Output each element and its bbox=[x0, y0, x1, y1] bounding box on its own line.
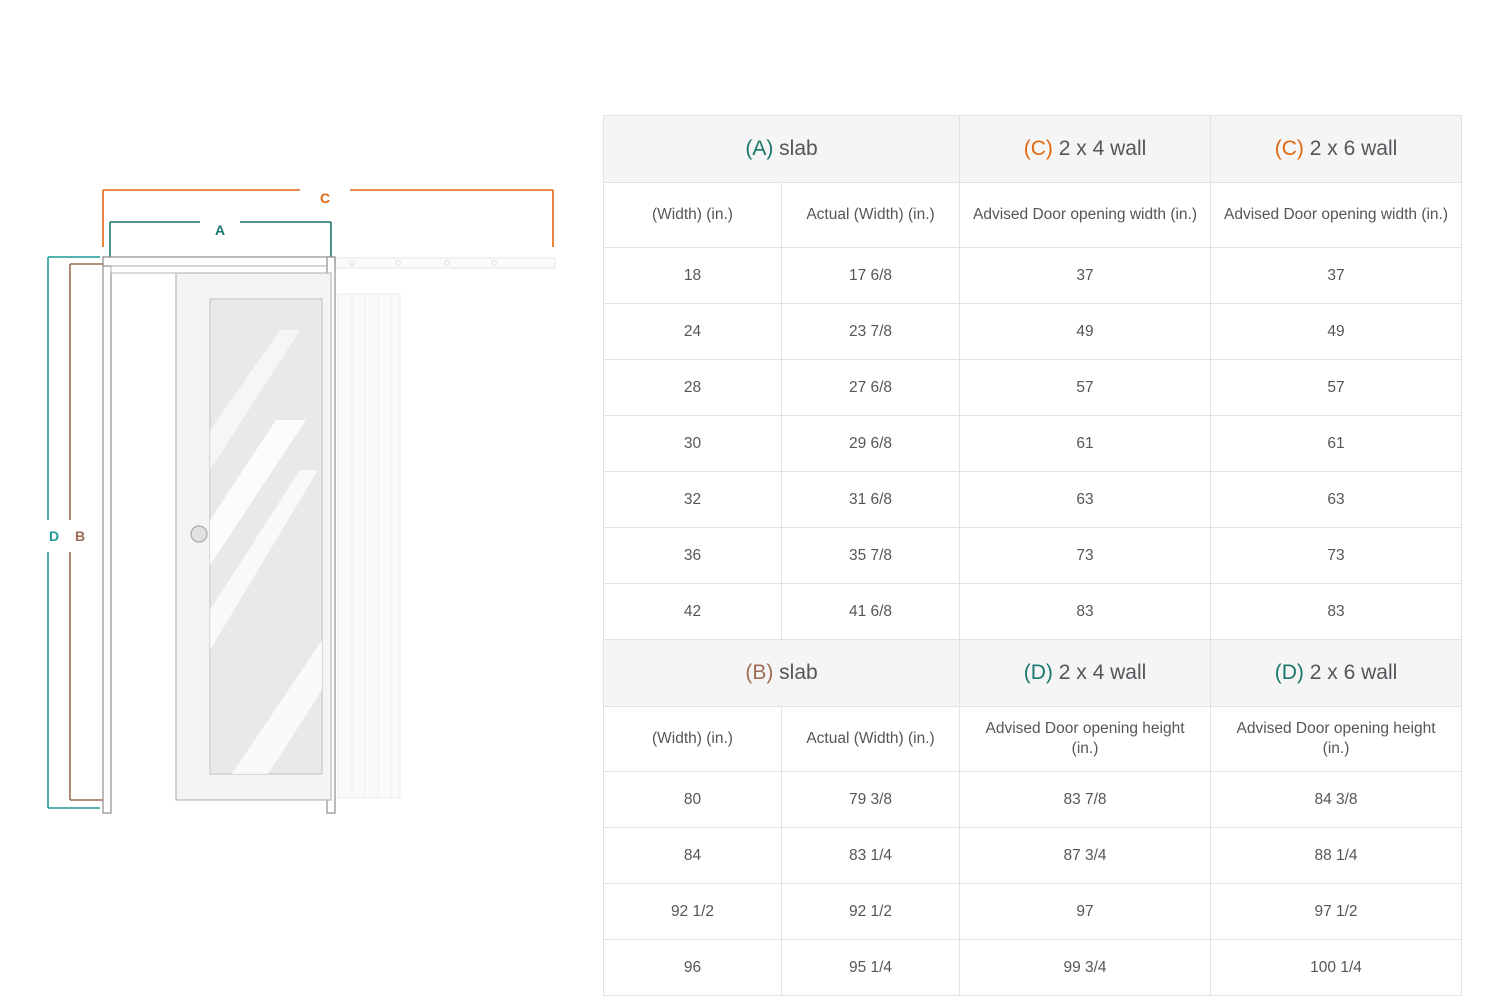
cell-opening-2x6: 83 bbox=[1211, 584, 1462, 640]
group-header-2x6-wall-d-text: 2 x 6 wall bbox=[1303, 661, 1398, 684]
cell-actual-height: 92 1/2 bbox=[782, 884, 960, 940]
cell-opening-height-2x6: 88 1/4 bbox=[1211, 828, 1462, 884]
table-row bbox=[604, 584, 1462, 640]
table-row bbox=[604, 940, 1462, 996]
door-diagram-svg bbox=[0, 0, 600, 1000]
group-header-width bbox=[604, 116, 1462, 183]
letter-d-marker-2x4: (D) bbox=[1023, 661, 1053, 684]
cell-width: 32 bbox=[604, 472, 782, 528]
table-row bbox=[604, 304, 1462, 360]
subheader-width: (Width) (in.) bbox=[604, 183, 782, 248]
cell-opening-2x6: 73 bbox=[1211, 528, 1462, 584]
cell-opening-height-2x4: 97 bbox=[960, 884, 1211, 940]
cell-opening-2x4: 73 bbox=[960, 528, 1211, 584]
subheader-opening-height-2x6: Advised Door opening height (in.) bbox=[1211, 707, 1462, 772]
cell-actual-height: 95 1/4 bbox=[782, 940, 960, 996]
group-header-slab-a bbox=[604, 116, 960, 183]
cell-height: 84 bbox=[604, 828, 782, 884]
table-row bbox=[604, 472, 1462, 528]
subheader-opening-height-2x4: Advised Door opening height (in.) bbox=[960, 707, 1211, 772]
group-header-2x6-wall-c bbox=[1211, 116, 1462, 183]
cell-height: 96 bbox=[604, 940, 782, 996]
pocket-cavity bbox=[335, 258, 555, 798]
specification-table-wrapper bbox=[603, 115, 1461, 996]
table-row bbox=[604, 528, 1462, 584]
group-header-slab-b bbox=[604, 640, 960, 707]
door-diagram bbox=[0, 0, 600, 1000]
cell-opening-height-2x6: 84 3/8 bbox=[1211, 772, 1462, 828]
cell-actual-width: 23 7/8 bbox=[782, 304, 960, 360]
cell-opening-2x4: 61 bbox=[960, 416, 1211, 472]
cell-actual-width: 29 6/8 bbox=[782, 416, 960, 472]
dimension-b bbox=[70, 264, 104, 800]
dimension-a-label: A bbox=[214, 222, 226, 238]
group-header-slab-a-text: slab bbox=[773, 137, 818, 160]
group-header-2x6-wall-c-text: 2 x 6 wall bbox=[1303, 137, 1398, 160]
cell-actual-height: 83 1/4 bbox=[782, 828, 960, 884]
cell-width: 36 bbox=[604, 528, 782, 584]
cell-opening-2x4: 83 bbox=[960, 584, 1211, 640]
subheader-actual-width: Actual (Width) (in.) bbox=[782, 183, 960, 248]
letter-c-marker-2x4: (C) bbox=[1023, 137, 1053, 160]
group-header-2x4-wall-d-text: 2 x 4 wall bbox=[1052, 661, 1147, 684]
door-slab bbox=[176, 273, 331, 800]
subheader-row-height bbox=[604, 707, 1462, 772]
cell-actual-width: 35 7/8 bbox=[782, 528, 960, 584]
dimension-b-label: B bbox=[74, 528, 86, 544]
cell-width: 42 bbox=[604, 584, 782, 640]
cell-actual-width: 41 6/8 bbox=[782, 584, 960, 640]
cell-opening-2x6: 61 bbox=[1211, 416, 1462, 472]
dimension-d-label: D bbox=[48, 528, 60, 544]
cell-height: 80 bbox=[604, 772, 782, 828]
cell-opening-height-2x4: 87 3/4 bbox=[960, 828, 1211, 884]
specification-table bbox=[603, 115, 1462, 996]
cell-actual-width: 17 6/8 bbox=[782, 248, 960, 304]
cell-actual-width: 27 6/8 bbox=[782, 360, 960, 416]
cell-width: 30 bbox=[604, 416, 782, 472]
cell-height: 92 1/2 bbox=[604, 884, 782, 940]
cell-opening-height-2x6: 100 1/4 bbox=[1211, 940, 1462, 996]
group-header-2x4-wall-c bbox=[960, 116, 1211, 183]
subheader-opening-width-2x6: Advised Door opening width (in.) bbox=[1211, 183, 1462, 248]
cell-opening-2x4: 37 bbox=[960, 248, 1211, 304]
group-header-2x6-wall-d bbox=[1211, 640, 1462, 707]
dimension-a bbox=[110, 222, 331, 258]
dimension-c bbox=[103, 190, 553, 247]
cell-opening-2x4: 63 bbox=[960, 472, 1211, 528]
group-header-height bbox=[604, 640, 1462, 707]
subheader-opening-width-2x4: Advised Door opening width (in.) bbox=[960, 183, 1211, 248]
cell-actual-height: 79 3/8 bbox=[782, 772, 960, 828]
cell-actual-width: 31 6/8 bbox=[782, 472, 960, 528]
cell-opening-2x6: 49 bbox=[1211, 304, 1462, 360]
table-row bbox=[604, 416, 1462, 472]
cell-opening-2x6: 37 bbox=[1211, 248, 1462, 304]
cell-opening-2x4: 57 bbox=[960, 360, 1211, 416]
cell-opening-2x6: 57 bbox=[1211, 360, 1462, 416]
subheader-row-width bbox=[604, 183, 1462, 248]
cell-width: 24 bbox=[604, 304, 782, 360]
dimension-c-label: C bbox=[319, 190, 331, 206]
letter-c-marker-2x6: (C) bbox=[1274, 137, 1304, 160]
cell-width: 18 bbox=[604, 248, 782, 304]
letter-a-marker: (A) bbox=[745, 137, 774, 160]
group-header-slab-b-text: slab bbox=[773, 661, 818, 684]
cell-opening-height-2x4: 99 3/4 bbox=[960, 940, 1211, 996]
letter-b-marker: (B) bbox=[745, 661, 774, 684]
subheader-height: (Width) (in.) bbox=[604, 707, 782, 772]
group-header-2x4-wall-d bbox=[960, 640, 1211, 707]
cell-opening-2x6: 63 bbox=[1211, 472, 1462, 528]
table-row bbox=[604, 360, 1462, 416]
cell-opening-height-2x4: 83 7/8 bbox=[960, 772, 1211, 828]
letter-d-marker-2x6: (D) bbox=[1274, 661, 1304, 684]
cell-opening-2x4: 49 bbox=[960, 304, 1211, 360]
group-header-2x4-wall-c-text: 2 x 4 wall bbox=[1052, 137, 1147, 160]
table-row bbox=[604, 828, 1462, 884]
table-row bbox=[604, 248, 1462, 304]
cell-opening-height-2x6: 97 1/2 bbox=[1211, 884, 1462, 940]
cell-width: 28 bbox=[604, 360, 782, 416]
table-row bbox=[604, 884, 1462, 940]
door-handle-icon bbox=[191, 526, 207, 542]
subheader-actual-height: Actual (Width) (in.) bbox=[782, 707, 960, 772]
table-row bbox=[604, 772, 1462, 828]
